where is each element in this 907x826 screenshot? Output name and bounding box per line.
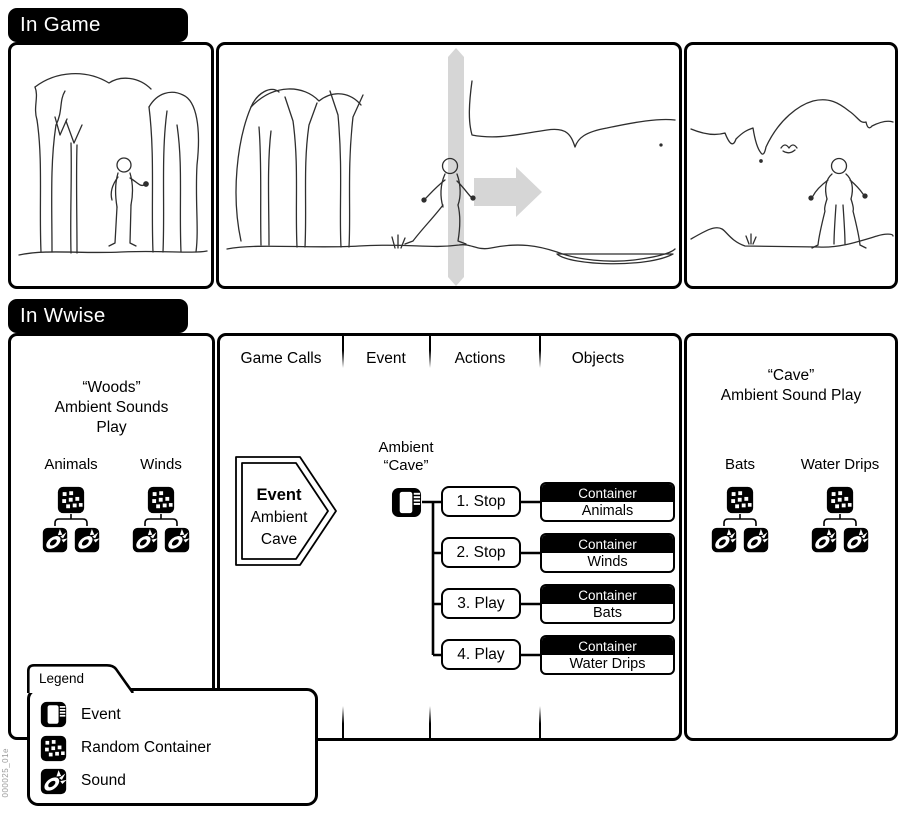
object-box-animals [540, 482, 675, 522]
legend-label-sound: Sound [81, 772, 126, 790]
group-label-water-drips: Water Drips [800, 456, 880, 473]
woods-title-line2: Ambient Sounds [54, 399, 169, 416]
object-name-label: Winds [587, 554, 628, 570]
in-wwise-section-tab [8, 299, 188, 333]
object-type-label: Container [542, 484, 673, 502]
action-label-2: 2. Stop [456, 543, 506, 561]
column-header-actions: Actions [454, 350, 506, 367]
event-call-line3: Cave [260, 531, 298, 548]
column-header-game-calls: Game Calls [240, 350, 322, 367]
legend-item-random-container [40, 735, 315, 762]
cave-panel-title [687, 366, 895, 406]
animals-sound-tree [31, 486, 111, 554]
woods-scene-sketch [11, 45, 211, 286]
object-box-winds [540, 533, 675, 573]
random-container-icon [43, 487, 100, 552]
event-call-line2: Ambient [250, 509, 308, 526]
group-label-animals: Animals [44, 456, 98, 473]
woods-title-line3: Play [96, 419, 127, 436]
object-box-bats [540, 584, 675, 624]
random-container-icon [812, 487, 869, 552]
legend-box [27, 688, 318, 806]
group-label-bats: Bats [724, 456, 756, 473]
action-box-3 [441, 588, 521, 619]
game-panel-cave [684, 42, 898, 289]
direction-arrow-right [474, 167, 542, 217]
wwise-cave-panel [684, 333, 898, 741]
woods-title-line1: “Woods” [82, 379, 141, 396]
object-name-label: Bats [592, 605, 622, 621]
cave-scene-sketch [687, 45, 895, 286]
water-drips-sound-tree [800, 486, 880, 554]
object-name-label: Water Drips [569, 656, 646, 672]
legend-label-random-container: Random Container [81, 739, 212, 756]
cave-title-line1: “Cave” [767, 367, 815, 384]
column-header-objects: Objects [571, 350, 625, 367]
legend-title: Legend [39, 671, 85, 686]
game-panel-transition [216, 42, 682, 289]
random-container-icon [133, 487, 190, 552]
action-box-1 [441, 486, 521, 517]
event-call-line1: Event [256, 486, 302, 504]
winds-sound-tree [121, 486, 201, 554]
in-wwise-tab-label: In Wwise [20, 304, 106, 327]
random-container-icon [712, 487, 769, 552]
game-panel-woods [8, 42, 214, 289]
event-icon [40, 701, 67, 728]
figure-id: 000025_01e [1, 748, 10, 798]
event-label-line1: Ambient [378, 439, 434, 456]
in-game-tab-label: In Game [20, 13, 101, 36]
action-box-2 [441, 537, 521, 568]
object-name-label: Animals [581, 503, 634, 519]
legend-item-sound [40, 768, 315, 795]
action-label-1: 1. Stop [456, 492, 506, 510]
in-game-section-tab [8, 8, 188, 42]
legend-tab [27, 664, 139, 693]
action-label-3: 3. Play [457, 594, 505, 612]
column-header-event: Event [366, 350, 406, 367]
legend-label-event: Event [81, 705, 121, 723]
event-label-line2: “Cave” [383, 457, 429, 474]
bats-sound-tree [700, 486, 780, 554]
action-label-4: 4. Play [457, 645, 505, 663]
random-container-icon [40, 735, 67, 762]
legend-item-event [40, 701, 315, 728]
action-box-4 [441, 639, 521, 670]
object-type-label: Container [542, 535, 673, 553]
transition-scene-sketch [219, 45, 679, 286]
cave-title-line2: Ambient Sound Play [720, 387, 862, 404]
wwise-flow-panel [217, 333, 682, 741]
object-type-label: Container [542, 586, 673, 604]
object-type-label: Container [542, 637, 673, 655]
sound-icon [40, 768, 67, 795]
object-box-water-drips [540, 635, 675, 675]
woods-panel-title [11, 378, 212, 438]
group-label-winds: Winds [140, 456, 182, 473]
transition-plane [448, 48, 464, 286]
